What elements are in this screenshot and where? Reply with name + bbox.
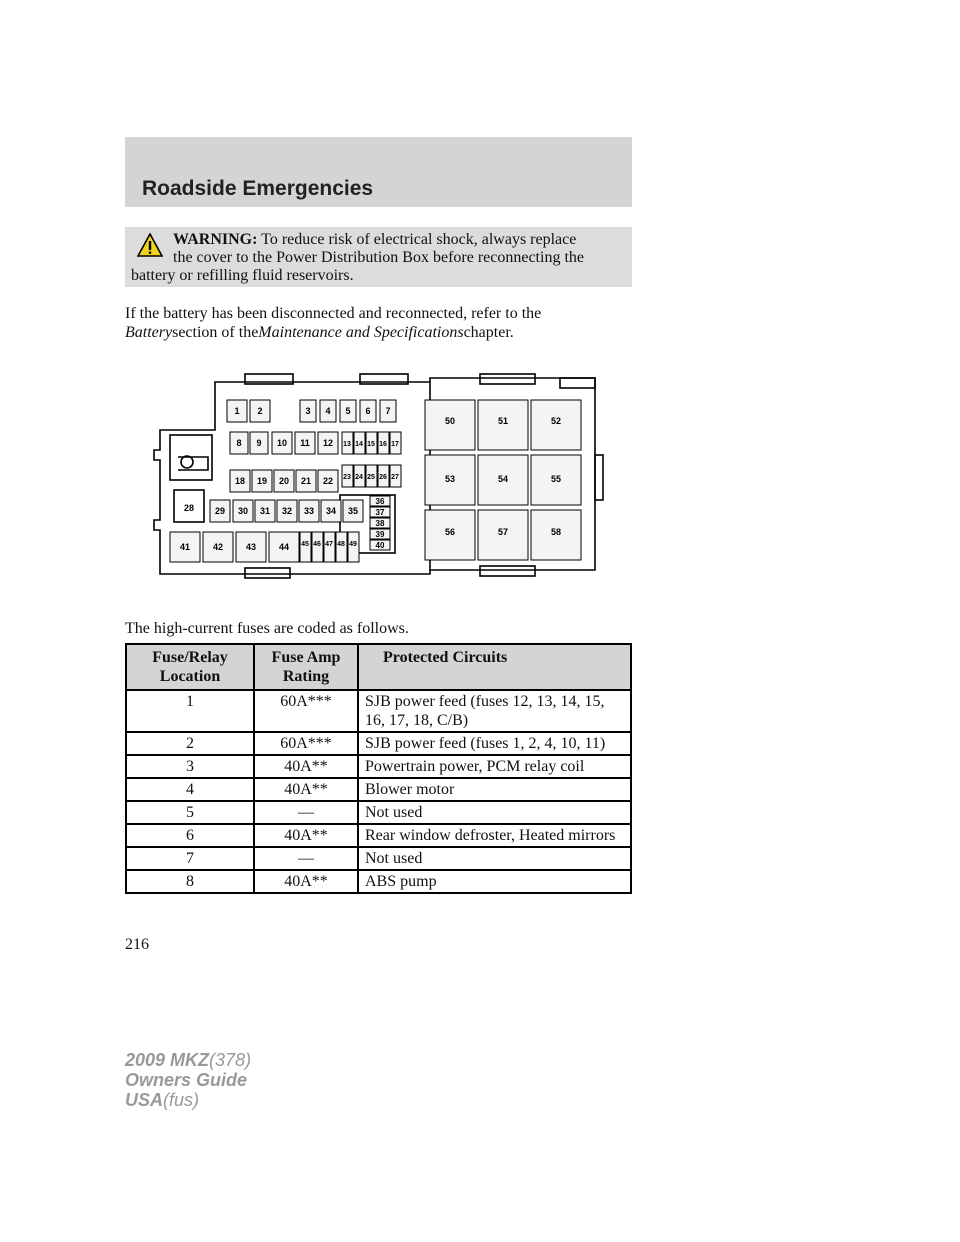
cell-location: 3	[126, 755, 254, 778]
fuse-label-50: 50	[444, 416, 456, 426]
footer-model-line: 2009 MKZ(378)	[125, 1050, 252, 1070]
table-header-row	[126, 644, 631, 690]
table-row	[126, 755, 631, 778]
fuse-label-7: 7	[385, 406, 391, 416]
fuse-label-16: 16	[379, 441, 387, 448]
cell-rating: 60A***	[254, 690, 358, 732]
fuse-label-11: 11	[300, 438, 310, 448]
fuse-label-43: 43	[245, 542, 257, 552]
cell-circuits: Blower motor	[358, 778, 631, 801]
chapter-reference: Maintenance and Specifications	[258, 324, 464, 341]
fuse-label-1: 1	[234, 406, 240, 416]
cell-rating: —	[254, 847, 358, 870]
table-caption: The high-current fuses are coded as follows.	[125, 620, 409, 637]
fuse-label-3: 3	[305, 406, 311, 416]
table-row	[126, 801, 631, 824]
section-header	[125, 137, 632, 207]
cell-rating: 40A**	[254, 755, 358, 778]
page-number: 216	[125, 936, 149, 953]
fuse-label-32: 32	[281, 506, 293, 516]
cell-location: 8	[126, 870, 254, 893]
cell-rating: 40A**	[254, 778, 358, 801]
fuse-label-29: 29	[214, 506, 226, 516]
fuse-label-38: 38	[375, 519, 385, 528]
cell-location: 7	[126, 847, 254, 870]
fuse-table	[125, 643, 632, 894]
cell-circuits: SJB power feed (fuses 12, 13, 14, 15, 16, 17, 18, C/B)	[358, 690, 631, 732]
fuse-label-45: 45	[301, 541, 309, 548]
fuse-label-54: 54	[497, 474, 509, 484]
fuse-label-56: 56	[444, 527, 456, 537]
footer	[125, 1050, 251, 1110]
header-location: Fuse/Relay Location	[126, 644, 254, 690]
cell-location: 2	[126, 732, 254, 755]
fuse-label-58: 58	[550, 527, 562, 537]
fuse-label-33: 33	[303, 506, 315, 516]
fuse-label-10: 10	[276, 438, 288, 448]
cell-rating: 40A**	[254, 824, 358, 847]
fuse-label-8: 8	[236, 438, 242, 448]
cell-location: 1	[126, 690, 254, 732]
cell-circuits: Not used	[358, 801, 631, 824]
cell-circuits: Powertrain power, PCM relay coil	[358, 755, 631, 778]
fuse-label-51: 51	[497, 416, 509, 426]
warning-line-3: battery or refilling fluid reservoirs.	[131, 267, 354, 284]
header-rating: Fuse Amp Rating	[254, 644, 358, 690]
fuse-label-42: 42	[212, 542, 224, 552]
cell-circuits: Rear window defroster, Heated mirrors	[358, 824, 631, 847]
cell-location: 6	[126, 824, 254, 847]
fuse-label-15: 15	[367, 441, 375, 448]
fuse-label-57: 57	[497, 527, 509, 537]
fuse-label-41: 41	[179, 542, 191, 552]
cell-location: 5	[126, 801, 254, 824]
fuse-label-37: 37	[375, 508, 385, 517]
cell-rating: —	[254, 801, 358, 824]
cell-circuits: ABS pump	[358, 870, 631, 893]
cell-circuits: SJB power feed (fuses 1, 2, 4, 10, 11)	[358, 732, 631, 755]
intro-mid: section of the	[172, 324, 259, 341]
fuse-label-46: 46	[313, 541, 321, 548]
fuse-label-31: 31	[259, 506, 271, 516]
battery-reference: Battery	[125, 324, 173, 341]
warning-line-1	[173, 230, 576, 249]
footer-region-line: USA(fus)	[125, 1090, 200, 1110]
fuse-label-21: 21	[300, 476, 312, 486]
cell-rating: 40A**	[254, 870, 358, 893]
footer-guide-line: Owners Guide	[125, 1070, 248, 1090]
fuse-label-34: 34	[325, 506, 337, 516]
fuse-label-12: 12	[322, 438, 334, 448]
fuse-label-55: 55	[550, 474, 562, 484]
warning-line-2: the cover to the Power Distribution Box before reconnecting the	[173, 249, 584, 266]
fuse-label-30: 30	[237, 506, 249, 516]
fuse-label-49: 49	[349, 541, 357, 548]
fuse-label-6: 6	[365, 406, 371, 416]
cell-rating: 60A***	[254, 732, 358, 755]
fuse-label-52: 52	[550, 416, 562, 426]
intro-line-2	[125, 323, 541, 342]
section-title: Roadside Emergencies	[142, 177, 374, 200]
fuse-label-5: 5	[345, 406, 351, 416]
fuse-label-25: 25	[367, 474, 375, 481]
fuse-label-20: 20	[278, 476, 290, 486]
fuse-label-14: 14	[355, 441, 363, 448]
fuse-label-44: 44	[278, 542, 290, 552]
table-row	[126, 870, 631, 893]
table-row	[126, 847, 631, 870]
warning-label: WARNING:	[173, 231, 258, 248]
warning-box	[125, 227, 632, 287]
fuse-label-18: 18	[234, 476, 246, 486]
fuse-label-39: 39	[375, 530, 385, 539]
fuse-label-48: 48	[337, 541, 345, 548]
fuse-label-47: 47	[325, 541, 333, 548]
fuse-label-19: 19	[256, 476, 268, 486]
cell-circuits: Not used	[358, 847, 631, 870]
warning-text-1: To reduce risk of electrical shock, always replace	[261, 231, 577, 248]
fuse-label-35: 35	[347, 506, 359, 516]
header-circuits: Protected Circuits	[358, 644, 631, 690]
intro-line-1: If the battery has been disconnected and reconnected, refer to the	[125, 305, 542, 322]
fuse-label-23: 23	[343, 474, 351, 481]
fuse-label-27: 27	[391, 474, 399, 481]
intro-paragraph	[125, 304, 541, 342]
fuse-label-13: 13	[343, 441, 351, 448]
fuse-label-40: 40	[375, 541, 385, 550]
intro-end: chapter.	[463, 324, 514, 341]
fuse-label-36: 36	[375, 497, 385, 506]
table-row	[126, 824, 631, 847]
fuse-label-24: 24	[355, 474, 363, 481]
fuse-label-17: 17	[391, 441, 399, 448]
fuse-label-26: 26	[379, 474, 387, 481]
fuse-label-9: 9	[256, 438, 262, 448]
table-row	[126, 732, 631, 755]
fuse-label-22: 22	[322, 476, 334, 486]
fuse-box-diagram	[150, 370, 610, 580]
warning-triangle-icon	[137, 233, 163, 257]
cell-location: 4	[126, 778, 254, 801]
table-row	[126, 690, 631, 732]
fuse-label-4: 4	[325, 406, 331, 416]
table-row	[126, 778, 631, 801]
fuse-label-53: 53	[444, 474, 456, 484]
fuse-label-28: 28	[183, 503, 195, 513]
fuse-label-2: 2	[257, 406, 263, 416]
